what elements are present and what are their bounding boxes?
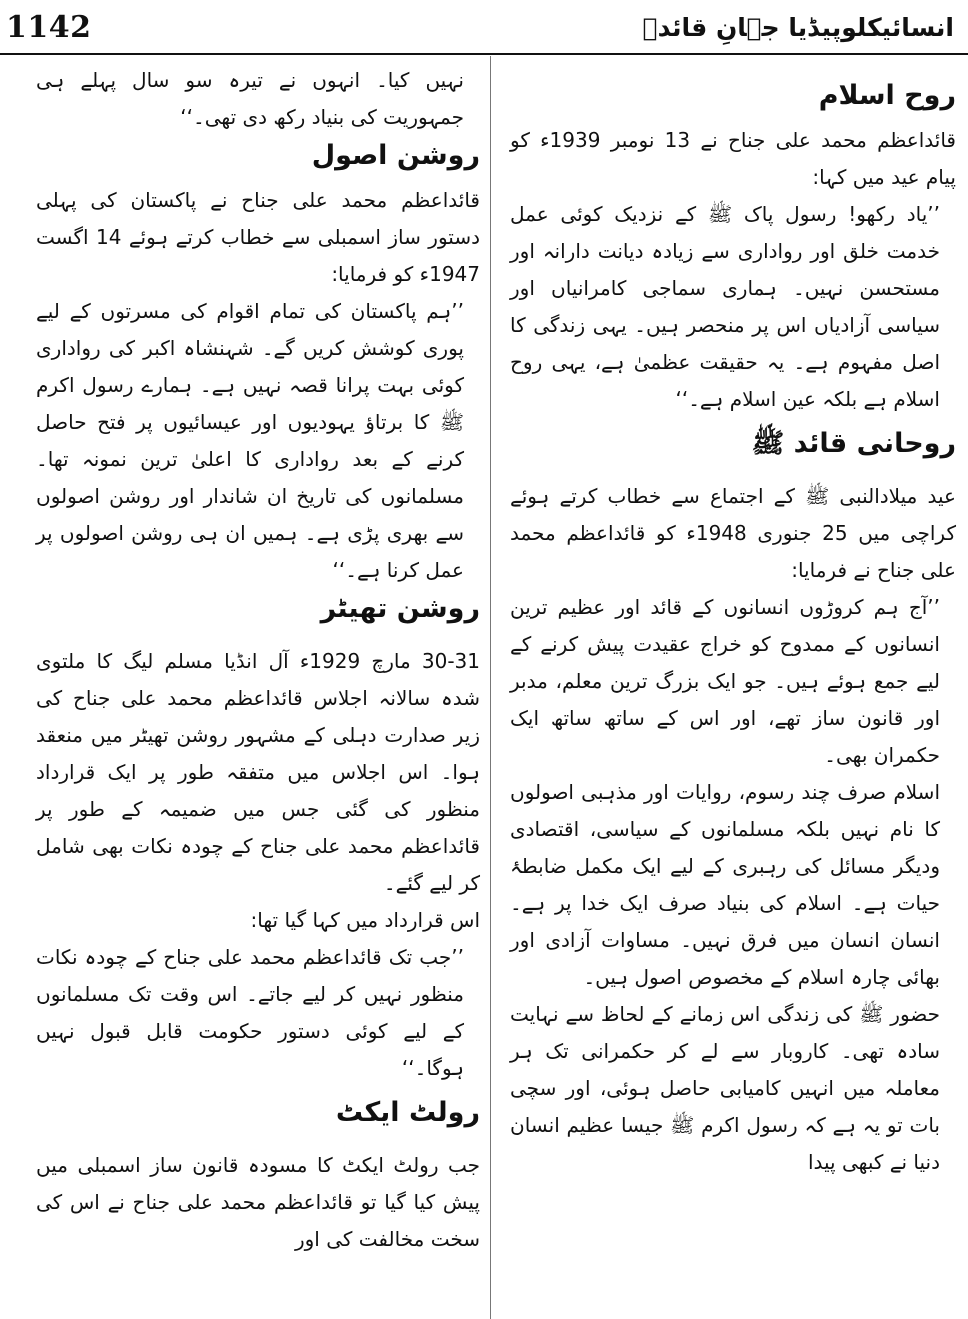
paragraph: عید میلادالنبی ﷺ کے اجتماع سے خطاب کرتے ہوئے کراچی میں 25 جنوری 1948ء کو قائداعظم محمد علی جناح نے فرمایا: bbox=[510, 484, 956, 582]
left-column bbox=[36, 62, 480, 1258]
section-heading-roshan-usool: روشن اصول bbox=[311, 140, 480, 171]
section-heading-roshan-theatre: روشن تھیٹر bbox=[320, 593, 480, 624]
paragraph: قائداعظم محمد علی جناح نے پاکستان کی پہلی دستور ساز اسمبلی سے خطاب کرتے ہوئے 14 اگست 1947ء کو فرمایا: bbox=[36, 188, 480, 286]
section-heading-rowlatt-act: رولٹ ایکٹ bbox=[335, 1097, 480, 1128]
quote-paragraph: نہیں کیا۔ انہوں نے تیرہ سو سال پہلے ہی جمہوریت کی بنیاد رکھ دی تھی۔‘‘ bbox=[36, 68, 464, 129]
paragraph: قائداعظم محمد علی جناح نے 13 نومبر 1939ء کو پیام عید میں کہا: bbox=[510, 128, 956, 189]
page-number: 1142 bbox=[6, 10, 92, 45]
quote-paragraph: ’’ہم پاکستان کی تمام اقوام کی مسرتوں کے لیے پوری کوشش کریں گے۔ شہنشاہ اکبر کی رواداری کوئی بہت پرانا قصہ نہیں ہے۔ ہمارے رسول اکرم ﷺ کا برتاؤ یہودیوں اور عیسائیوں پر فتح حاصل کرنے کے بعد رواداری کا اعلیٰ ترین نمونہ تھا۔ مسلمانوں کی تاریخ ان شاندار اور روشن اصولوں سے بھری پڑی ہے۔ ہمیں ان ہی روشن اصولوں پر عمل کرنا ہے۔‘‘ bbox=[36, 299, 464, 582]
quote-paragraph: ’’جب تک قائداعظم محمد علی جناح کے چودہ نکات منظور نہیں کر لیے جاتے۔ اس وقت تک مسلمانوں کے لیے کوئی دستور حکومت قابل قبول نہیں ہوگا۔‘‘ bbox=[36, 945, 464, 1080]
quote-paragraph: ’’آج ہم کروڑوں انسانوں کے قائد اور عظیم ترین انسانوں کے ممدوح کو خراج عقیدت پیش کرنے کے لیے جمع ہوئے ہیں۔ جو ایک بزرگ ترین معلم، مدبر اور قانون ساز تھے، اور اس کے ساتھ ساتھ ایک حکمران بھی۔ bbox=[510, 595, 940, 767]
quote-paragraph: حضور ﷺ کی زندگی اس زمانے کے لحاظ سے نہایت سادہ تھی۔ کاروبار سے لے کر حکمرانی تک ہر معاملہ میں انہیں کامیابی حاصل ہوئی، اور سچی بات تو یہ ہے کہ رسول اکرم ﷺ جیسا عظیم انسان دنیا نے کبھی پیدا bbox=[510, 1002, 940, 1174]
column-divider bbox=[490, 56, 491, 1319]
right-column bbox=[510, 76, 956, 1181]
section-heading-rooh-e-islam: روح اسلام bbox=[818, 80, 956, 111]
header-rule bbox=[0, 53, 968, 55]
page-header bbox=[0, 0, 968, 58]
section-heading-roohani-qaid: روحانی قائد ﷺ bbox=[751, 428, 956, 459]
quote-paragraph: اسلام صرف چند رسوم، روایات اور مذہبی اصولوں کا نام نہیں بلکہ مسلمانوں کے سیاسی، اقتصادی ودیگر مسائل کی رہبری کے لیے ایک مکمل ضابطۂ حیات ہے۔ اسلام کی بنیاد صرف ایک خدا پر ہے۔ انسان انسان میں فرق نہیں۔ مساوات آزادی اور بھائی چارہ اسلام کے مخصوص اصول ہیں۔ bbox=[510, 780, 940, 989]
paragraph: 30-31 مارچ 1929ء آل انڈیا مسلم لیگ کا ملتوی شدہ سالانہ اجلاس قائداعظم محمد علی جناح کی زیر صدارت دہلی کے مشہور روشن تھیٹر میں منعقد ہوا۔ اس اجلاس میں متفقہ طور پر ایک قرارداد منظور کی گئی جس میں ضمیمہ کے طور پر قائداعظم محمد علی جناح کے چودہ نکات بھی شامل کر لیے گئے۔ bbox=[36, 649, 481, 895]
paragraph: اس قرارداد میں کہا گیا تھا: bbox=[250, 908, 480, 932]
book-title: انسائیکلوپیڈیا جہانِ قائدؒ bbox=[642, 13, 954, 42]
paragraph: جب رولٹ ایکٹ کا مسودہ قانون ساز اسمبلی میں پیش کیا گیا تو قائداعظم محمد علی جناح نے اس کی سخت مخالفت کی اور bbox=[36, 1153, 480, 1251]
quote-paragraph: ’’یاد رکھو! رسول پاک ﷺ کے نزدیک کوئی عمل خدمت خلق اور رواداری سے زیادہ دیانت دارانہ اور مستحسن نہیں۔ ہماری سماجی کامرانیاں اور سیاسی آزادیاں اس پر منحصر ہیں۔ یہی زندگی کا اصل مفہوم ہے۔ یہ حقیقت عظمیٰ ہے، یہی روح اسلام ہے بلکہ عین اسلام ہے۔‘‘ bbox=[510, 202, 940, 411]
